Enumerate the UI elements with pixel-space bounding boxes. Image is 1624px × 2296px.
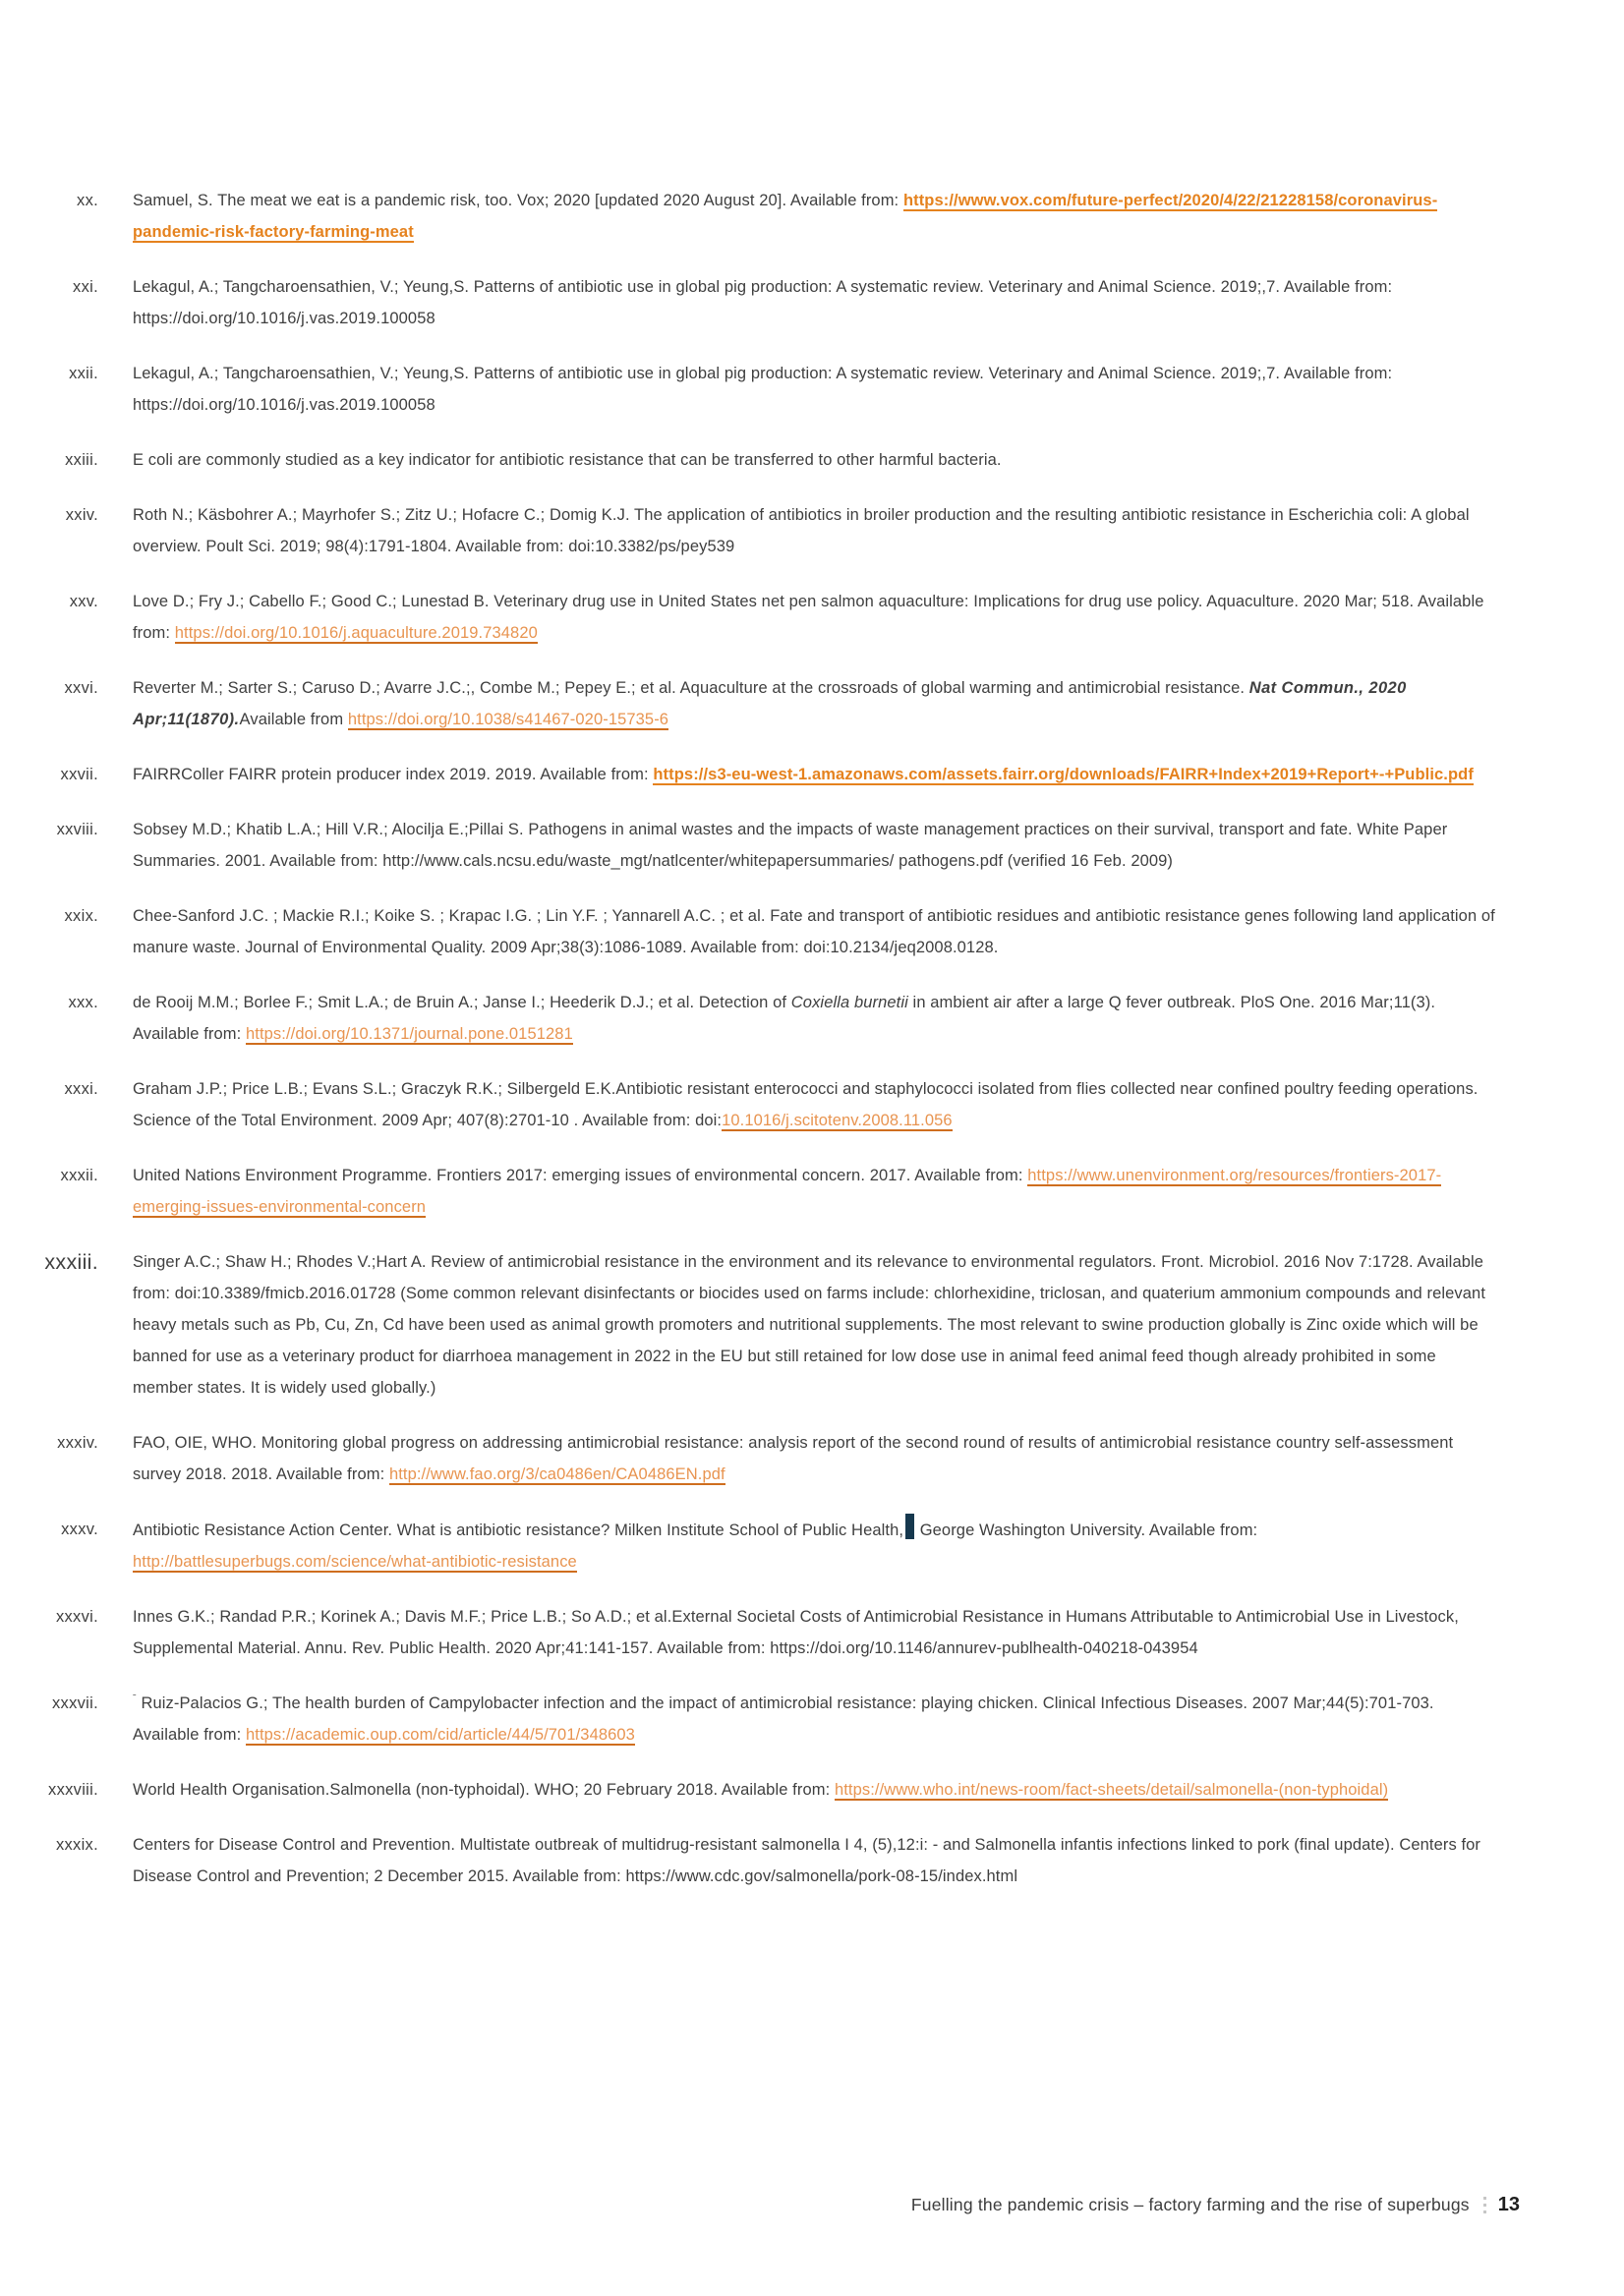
reference-text — [133, 185, 1497, 248]
reference-item — [0, 271, 1624, 334]
reference-item — [0, 1829, 1624, 1892]
reference-numeral: xxxix. — [55, 1836, 98, 1854]
reference-text — [133, 1829, 1497, 1892]
reference-text — [133, 1427, 1497, 1490]
reference-item — [0, 1160, 1624, 1223]
reference-numeral: xxxv. — [61, 1521, 98, 1538]
reference-segment: Roth N.; Käsbohrer A.; Mayrhofer S.; Zitz U.; Hofacre C.; Domig K.J. The application of antibiotics in broiler production and the resulting antibiotic resistance in Escherichia coli: A global overview. Poult Sci. 2019; 98(4):1791-1804. Available from: doi:10.3382/ps/pey539 — [133, 506, 1470, 555]
reference-item — [0, 499, 1624, 562]
reference-numeral: xxxiv. — [57, 1434, 98, 1452]
reference-numeral: xxxvi. — [55, 1608, 98, 1626]
reference-numeral: xx. — [77, 192, 98, 209]
reference-numeral: xxxviii. — [48, 1781, 98, 1799]
reference-item — [0, 185, 1624, 248]
reference-segment: Lekagul, A.; Tangcharoensathien, V.; Yeung,S. Patterns of antibiotic use in global pig production: A systematic review. Veterinary and Animal Science. 2019;,7. Available from: https://doi.org/10.1016/j.vas.2019.100058 — [133, 365, 1393, 414]
reference-numeral: xxx. — [68, 994, 98, 1011]
reference-segment: Lekagul, A.; Tangcharoensathien, V.; Yeung,S. Patterns of antibiotic use in global pig production: A systematic review. Veterinary and Animal Science. 2019;,7. Available from: https://doi.org/10.1016/j.vas.2019.100058 — [133, 278, 1393, 327]
reference-text — [133, 987, 1497, 1050]
reference-item — [0, 1073, 1624, 1136]
reference-item — [0, 1688, 1624, 1751]
reference-segment: United Nations Environment Programme. Frontiers 2017: emerging issues of environmental concern. 2017. Available from: — [133, 1167, 1028, 1184]
reference-segment: Coxiella burnetii — [790, 994, 908, 1011]
reference-text — [133, 1774, 1497, 1806]
reference-item — [0, 586, 1624, 649]
reference-link[interactable]: http://www.fao.org/3/ca0486en/CA0486EN.pdf — [388, 1465, 725, 1483]
reference-numeral: xxi. — [73, 278, 98, 296]
reference-segment: Innes G.K.; Randad P.R.; Korinek A.; Davis M.F.; Price L.B.; So A.D.; et al.External Societal Costs of Antimicrobial Resistance in Humans Attributable to Antimicrobial Use in Livestock, Supplemental Material. Annu. Rev. Public Health. 2020 Apr;41:141-157. Available from: https://doi.org/10.1146/annurev-publhealth-040218-043954 — [133, 1608, 1459, 1657]
reference-segment: George Washington University. Available from: — [915, 1521, 1258, 1539]
reference-text — [133, 1073, 1497, 1136]
reference-segment: Available from — [239, 711, 348, 728]
reference-link[interactable]: https://academic.oup.com/cid/article/44/5/701/348603 — [246, 1726, 635, 1744]
reference-numeral: xxxvii. — [51, 1694, 98, 1712]
text-cursor — [905, 1514, 914, 1539]
reference-text — [133, 759, 1497, 790]
reference-item — [0, 444, 1624, 476]
reference-numeral: xxii. — [69, 365, 98, 382]
reference-segment: World Health Organisation.Salmonella (non-typhoidal). WHO; 20 February 2018. Available from: — [133, 1781, 835, 1799]
page-footer — [911, 2194, 1520, 2216]
reference-text — [133, 1514, 1497, 1578]
reference-segment: Love D.; Fry J.; Cabello F.; Good C.; Lunestad B. Veterinary drug use in United States net pen salmon aquaculture: Implications for drug use policy. Aquaculture. 2020 Mar; 518. Available from: — [133, 593, 1484, 642]
reference-segment: Centers for Disease Control and Prevention. Multistate outbreak of multidrug-resistant salmonella I 4, (5),12:i: - and Salmonella infantis infections linked to pork (final update). Centers for Disease Control and Prevention; 2 December 2015. Available from: https://www.cdc.gov/salmonella/pork-08-15/index.html — [133, 1836, 1481, 1885]
reference-numeral: xxv. — [69, 593, 98, 610]
reference-text — [133, 358, 1497, 421]
reference-segment: Chee-Sanford J.C. ; Mackie R.I.; Koike S. ; Krapac I.G. ; Lin Y.F. ; Yannarell A.C. ; et al. Fate and transport of antibiotic residues and antibiotic resistance genes following land application of manure waste. Journal of Environmental Quality. 2009 Apr;38(3):1086-1089. Available from: doi:10.2134/jeq2008.0128. — [133, 907, 1495, 956]
reference-segment: Singer A.C.; Shaw H.; Rhodes V.;Hart A. Review of antimicrobial resistance in the environment and its relevance to environmental regulators. Front. Microbiol. 2016 Nov 7:1728. Available from: doi:10.3389/fmicb.2016.01728 (Some common relevant disinfectants or biocides used on farms include: chlorhexidine, triclosan, and quaterium ammonium compounds and relevant heavy metals such as Pb, Cu, Zn, Cd have been used as animal growth promoters and nutritional supplements. The most relevant to swine production globally is Zinc oxide which will be banned for use as a veterinary product for diarrhoea management in 2022 in the EU but still retained for low dose use in animal feed animal feed though already prohibited in some member states. It is widely used globally.) — [133, 1253, 1486, 1397]
reference-text — [133, 672, 1497, 735]
reference-link[interactable]: https://doi.org/10.1371/journal.pone.0151281 — [246, 1025, 573, 1043]
footer-report-title: Fuelling the pandemic crisis – factory farming and the rise of superbugs — [910, 2195, 1470, 2214]
reference-link[interactable]: http://battlesuperbugs.com/science/what-antibiotic-resistance — [133, 1553, 577, 1571]
reference-text — [133, 1246, 1497, 1404]
reference-text — [133, 499, 1497, 562]
reference-text — [133, 444, 1497, 476]
reference-item — [0, 672, 1624, 735]
reference-item — [0, 1246, 1624, 1404]
reference-numeral: xxvi. — [64, 679, 98, 697]
reference-segment: Antibiotic Resistance Action Center. What is antibiotic resistance? Milken Institute School of Public Health, — [133, 1521, 904, 1539]
reference-item — [0, 814, 1624, 877]
reference-text — [133, 1688, 1497, 1751]
reference-segment: FAIRRColler FAIRR protein producer index 2019. 2019. Available from: — [133, 766, 654, 783]
reference-link[interactable]: https://doi.org/10.1016/j.aquaculture.2019.734820 — [174, 624, 538, 642]
reference-numeral: xxxiii. — [44, 1250, 98, 1274]
reference-link[interactable]: https://www.unenvironment.org/resources/frontiers-2017-emerging-issues-environmental-concern — [133, 1167, 1442, 1216]
reference-text — [133, 586, 1497, 649]
reference-segment: Nat Commun., 2020 Apr;11(1870). — [133, 679, 1407, 728]
reference-link[interactable]: https://doi.org/10.1038/s41467-020-15735-6 — [347, 711, 669, 728]
reference-item — [0, 1514, 1624, 1578]
reference-item — [0, 987, 1624, 1050]
reference-numeral: xxiii. — [65, 451, 98, 469]
reference-numeral: xxiv. — [65, 506, 98, 524]
reference-numeral: xxxii. — [60, 1167, 98, 1184]
footer-page-number: 13 — [1497, 2194, 1520, 2215]
reference-text — [133, 271, 1497, 334]
reference-segment: de Rooij M.M.; Borlee F.; Smit L.A.; de Bruin A.; Janse I.; Heederik D.J.; et al. Detection of — [133, 994, 791, 1011]
reference-text — [133, 1601, 1497, 1664]
footer-dotted-separator — [1483, 2197, 1486, 2213]
reference-numeral: xxvii. — [60, 766, 98, 783]
reference-link[interactable]: https://s3-eu-west-1.amazonaws.com/assets.fairr.org/downloads/FAIRR+Index+2019+Report+-+Public.pdf — [653, 766, 1474, 783]
reference-segment: Sobsey M.D.; Khatib L.A.; Hill V.R.; Alocilja E.;Pillai S. Pathogens in animal wastes and the impacts of waste management practices on their survival, transport and fate. White Paper Summaries. 2001. Available from: http://www.cals.ncsu.edu/waste_mgt/natlcenter/whitepapersummaries/ pathogens.pdf (verified 16 Feb. 2009) — [133, 821, 1448, 870]
reference-item — [0, 1601, 1624, 1664]
reference-link[interactable]: https://www.vox.com/future-perfect/2020/4/22/21228158/coronavirus-pandemic-risk-factory-farming-meat — [133, 192, 1438, 241]
reference-list — [0, 185, 1624, 1916]
reference-numeral: xxix. — [64, 907, 98, 925]
reference-numeral: xxxi. — [64, 1080, 98, 1098]
reference-text — [133, 1160, 1497, 1223]
reference-segment: Reverter M.; Sarter S.; Caruso D.; Avarre J.C.;, Combe M.; Pepey E.; et al. Aquaculture at the crossroads of global warming and antimicrobial resistance. — [133, 679, 1249, 697]
reference-text — [133, 900, 1497, 963]
reference-text — [133, 814, 1497, 877]
reference-item — [0, 1774, 1624, 1806]
reference-segment: in ambient air after a large Q fever outbreak. PloS One. 2016 Mar;11(3). Available from: — [133, 994, 1436, 1043]
reference-item — [0, 1427, 1624, 1490]
reference-item — [0, 759, 1624, 790]
reference-link[interactable]: https://www.who.int/news-room/fact-sheets/detail/salmonella-(non-typhoidal) — [834, 1781, 1389, 1799]
reference-segment: ˉ — [133, 1693, 137, 1705]
reference-item — [0, 358, 1624, 421]
reference-segment: Ruiz-Palacios G.; The health burden of Campylobacter infection and the impact of antimicrobial resistance: playing chicken. Clinical Infectious Diseases. 2007 Mar;44(5):701-703. Available from: — [133, 1694, 1434, 1744]
reference-segment: Samuel, S. The meat we eat is a pandemic risk, too. Vox; 2020 [updated 2020 August 20]. Available from: — [133, 192, 903, 209]
reference-segment: E coli are commonly studied as a key indicator for antibiotic resistance that can be transferred to other harmful bacteria. — [133, 451, 1002, 469]
reference-link[interactable]: 10.1016/j.scitotenv.2008.11.056 — [722, 1112, 953, 1129]
reference-item — [0, 900, 1624, 963]
reference-segment: Graham J.P.; Price L.B.; Evans S.L.; Graczyk R.K.; Silbergeld E.K.Antibiotic resistant enterococci and staphylococci isolated from flies collected near confined poultry feeding operations. Science of the Total Environment. 2009 Apr; 407(8):2701-10 . Available from: doi: — [133, 1080, 1479, 1129]
reference-segment: FAO, OIE, WHO. Monitoring global progress on addressing antimicrobial resistance: analysis report of the second round of results of antimicrobial resistance country self-assessment survey 2018. 2018. Available from: — [133, 1434, 1454, 1483]
reference-numeral: xxviii. — [56, 821, 98, 838]
